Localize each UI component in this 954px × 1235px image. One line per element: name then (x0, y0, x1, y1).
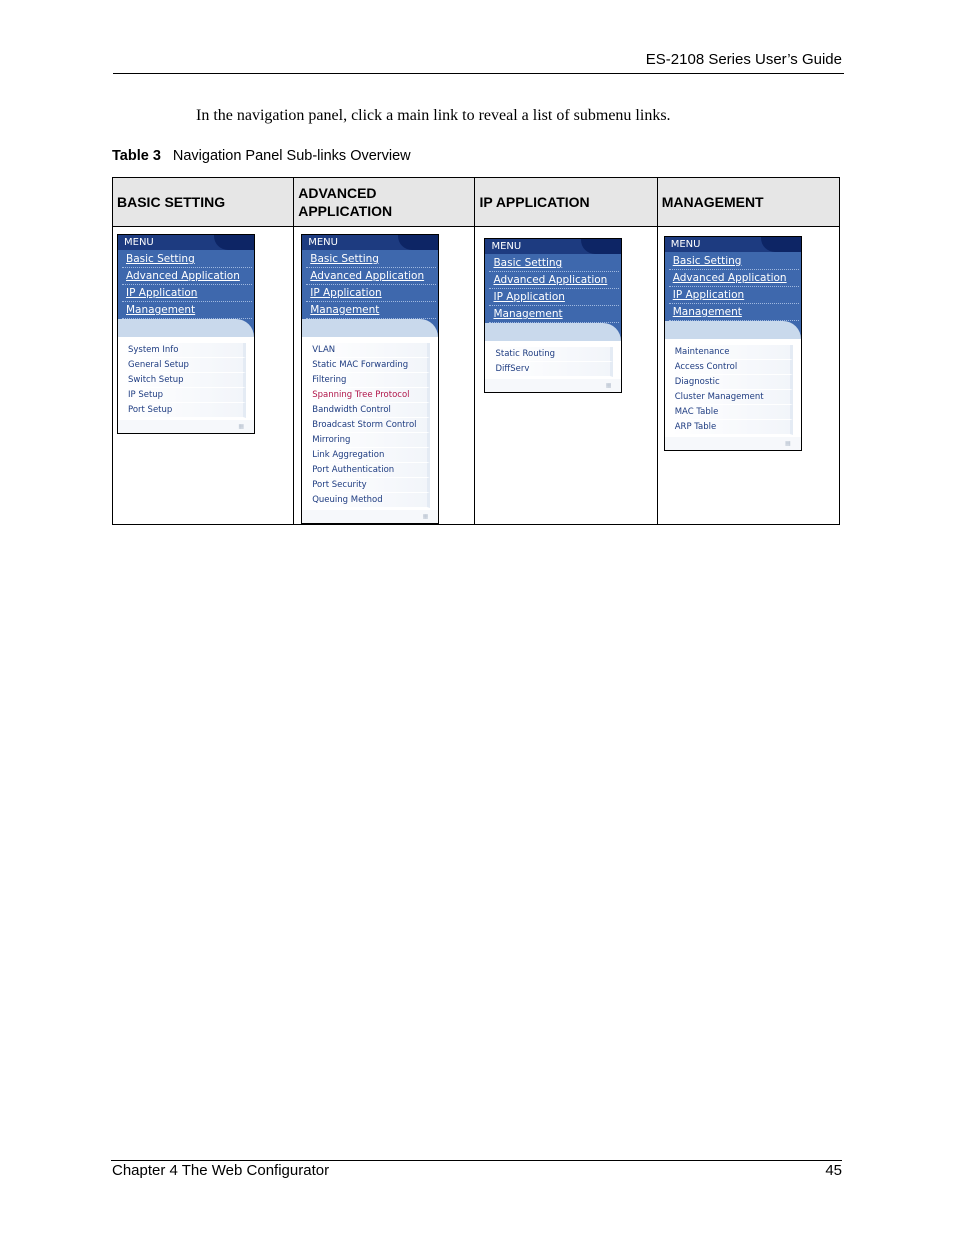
sub-link-broadcast-storm-control[interactable]: Broadcast Storm Control (308, 418, 430, 433)
menu-footer (302, 510, 438, 523)
resize-grip-icon: ▦ (785, 440, 791, 447)
menu-main-links (665, 252, 801, 339)
table-caption (112, 148, 411, 164)
column-header-advanced-application: ADVANCED APPLICATION (294, 178, 475, 227)
sub-link-access-control[interactable]: Access Control (671, 360, 793, 375)
menu-footer (118, 420, 254, 433)
sub-link-mac-table[interactable]: MAC Table (671, 405, 793, 420)
intro-text: In the navigation panel, click a main link to reveal a list of submenu links. (196, 107, 671, 124)
nav-menu-ip (484, 238, 622, 393)
main-link-advanced-application[interactable]: Advanced Application (669, 270, 799, 287)
cell-management (657, 227, 839, 525)
menu-title: MENU (485, 239, 621, 254)
sub-link-static-mac-forwarding[interactable]: Static MAC Forwarding (308, 358, 430, 373)
header-rule (113, 73, 844, 74)
sub-link-port-setup[interactable]: Port Setup (124, 403, 246, 418)
sub-link-diffserv[interactable]: DiffServ (491, 362, 613, 377)
menu-curve (118, 319, 254, 337)
guide-title: ES-2108 Series User’s Guide (645, 51, 842, 68)
submenu-list (118, 343, 254, 418)
table-caption-text: Navigation Panel Sub-links Overview (172, 148, 411, 164)
table-header-row (113, 178, 840, 227)
sub-link-vlan[interactable]: VLAN (308, 343, 430, 358)
cell-advanced-application (294, 227, 475, 525)
menu-curve (485, 323, 621, 341)
menu-title: MENU (118, 235, 254, 250)
main-link-management[interactable]: Management (122, 302, 252, 319)
main-link-basic-setting[interactable]: Basic Setting (669, 253, 799, 270)
cell-basic-setting (113, 227, 294, 525)
menu-curve (665, 321, 801, 339)
main-link-basic-setting[interactable]: Basic Setting (489, 255, 619, 272)
menu-main-links (118, 250, 254, 337)
sub-link-arp-table[interactable]: ARP Table (671, 420, 793, 435)
main-link-ip-application[interactable]: IP Application (669, 287, 799, 304)
footer-rule (111, 1160, 842, 1161)
nav-menu-management (664, 236, 802, 451)
menu-main-links (302, 250, 438, 337)
navigation-sublinks-table (112, 177, 840, 525)
sub-link-static-routing[interactable]: Static Routing (491, 347, 613, 362)
sub-link-system-info[interactable]: System Info (124, 343, 246, 358)
main-link-management[interactable]: Management (306, 302, 436, 319)
nav-menu-basic (117, 234, 255, 434)
sub-link-maintenance[interactable]: Maintenance (671, 345, 793, 360)
footer-page-number: 45 (825, 1162, 842, 1179)
footer-chapter: Chapter 4 The Web Configurator (112, 1162, 330, 1179)
sub-link-filtering[interactable]: Filtering (308, 373, 430, 388)
sub-link-bandwidth-control[interactable]: Bandwidth Control (308, 403, 430, 418)
resize-grip-icon: ▦ (238, 423, 244, 430)
menu-main-links (485, 254, 621, 341)
main-link-basic-setting[interactable]: Basic Setting (122, 251, 252, 268)
table-body-row (113, 227, 840, 525)
menu-title: MENU (665, 237, 801, 252)
column-header-ip-application: IP APPLICATION (475, 178, 657, 227)
menu-title: MENU (302, 235, 438, 250)
cell-ip-application (475, 227, 657, 525)
column-header-basic-setting: BASIC SETTING (113, 178, 294, 227)
resize-grip-icon: ▦ (605, 382, 612, 389)
sub-link-cluster-management[interactable]: Cluster Management (671, 390, 793, 405)
submenu-list (302, 343, 438, 508)
sub-link-port-security[interactable]: Port Security (308, 478, 430, 493)
main-link-basic-setting[interactable]: Basic Setting (306, 251, 436, 268)
menu-footer (665, 437, 801, 450)
submenu-list (665, 345, 801, 435)
main-link-ip-application[interactable]: IP Application (306, 285, 436, 302)
submenu-list (485, 347, 621, 377)
main-link-ip-application[interactable]: IP Application (489, 289, 619, 306)
sub-link-mirroring[interactable]: Mirroring (308, 433, 430, 448)
main-link-advanced-application[interactable]: Advanced Application (306, 268, 436, 285)
resize-grip-icon: ▦ (422, 513, 429, 520)
main-link-management[interactable]: Management (489, 306, 619, 323)
sub-link-link-aggregation[interactable]: Link Aggregation (308, 448, 430, 463)
sub-link-switch-setup[interactable]: Switch Setup (124, 373, 246, 388)
main-link-advanced-application[interactable]: Advanced Application (489, 272, 619, 289)
menu-curve (302, 319, 438, 337)
menu-footer (485, 379, 621, 392)
table-caption-label: Table 3 (112, 148, 161, 164)
sub-link-spanning-tree-protocol[interactable]: Spanning Tree Protocol (308, 388, 430, 403)
main-link-advanced-application[interactable]: Advanced Application (122, 268, 252, 285)
sub-link-diagnostic[interactable]: Diagnostic (671, 375, 793, 390)
nav-menu-advanced (301, 234, 439, 524)
main-link-management[interactable]: Management (669, 304, 799, 321)
sub-link-port-authentication[interactable]: Port Authentication (308, 463, 430, 478)
sub-link-queuing-method[interactable]: Queuing Method (308, 493, 430, 508)
column-header-management: MANAGEMENT (657, 178, 839, 227)
sub-link-ip-setup[interactable]: IP Setup (124, 388, 246, 403)
sub-link-general-setup[interactable]: General Setup (124, 358, 246, 373)
main-link-ip-application[interactable]: IP Application (122, 285, 252, 302)
